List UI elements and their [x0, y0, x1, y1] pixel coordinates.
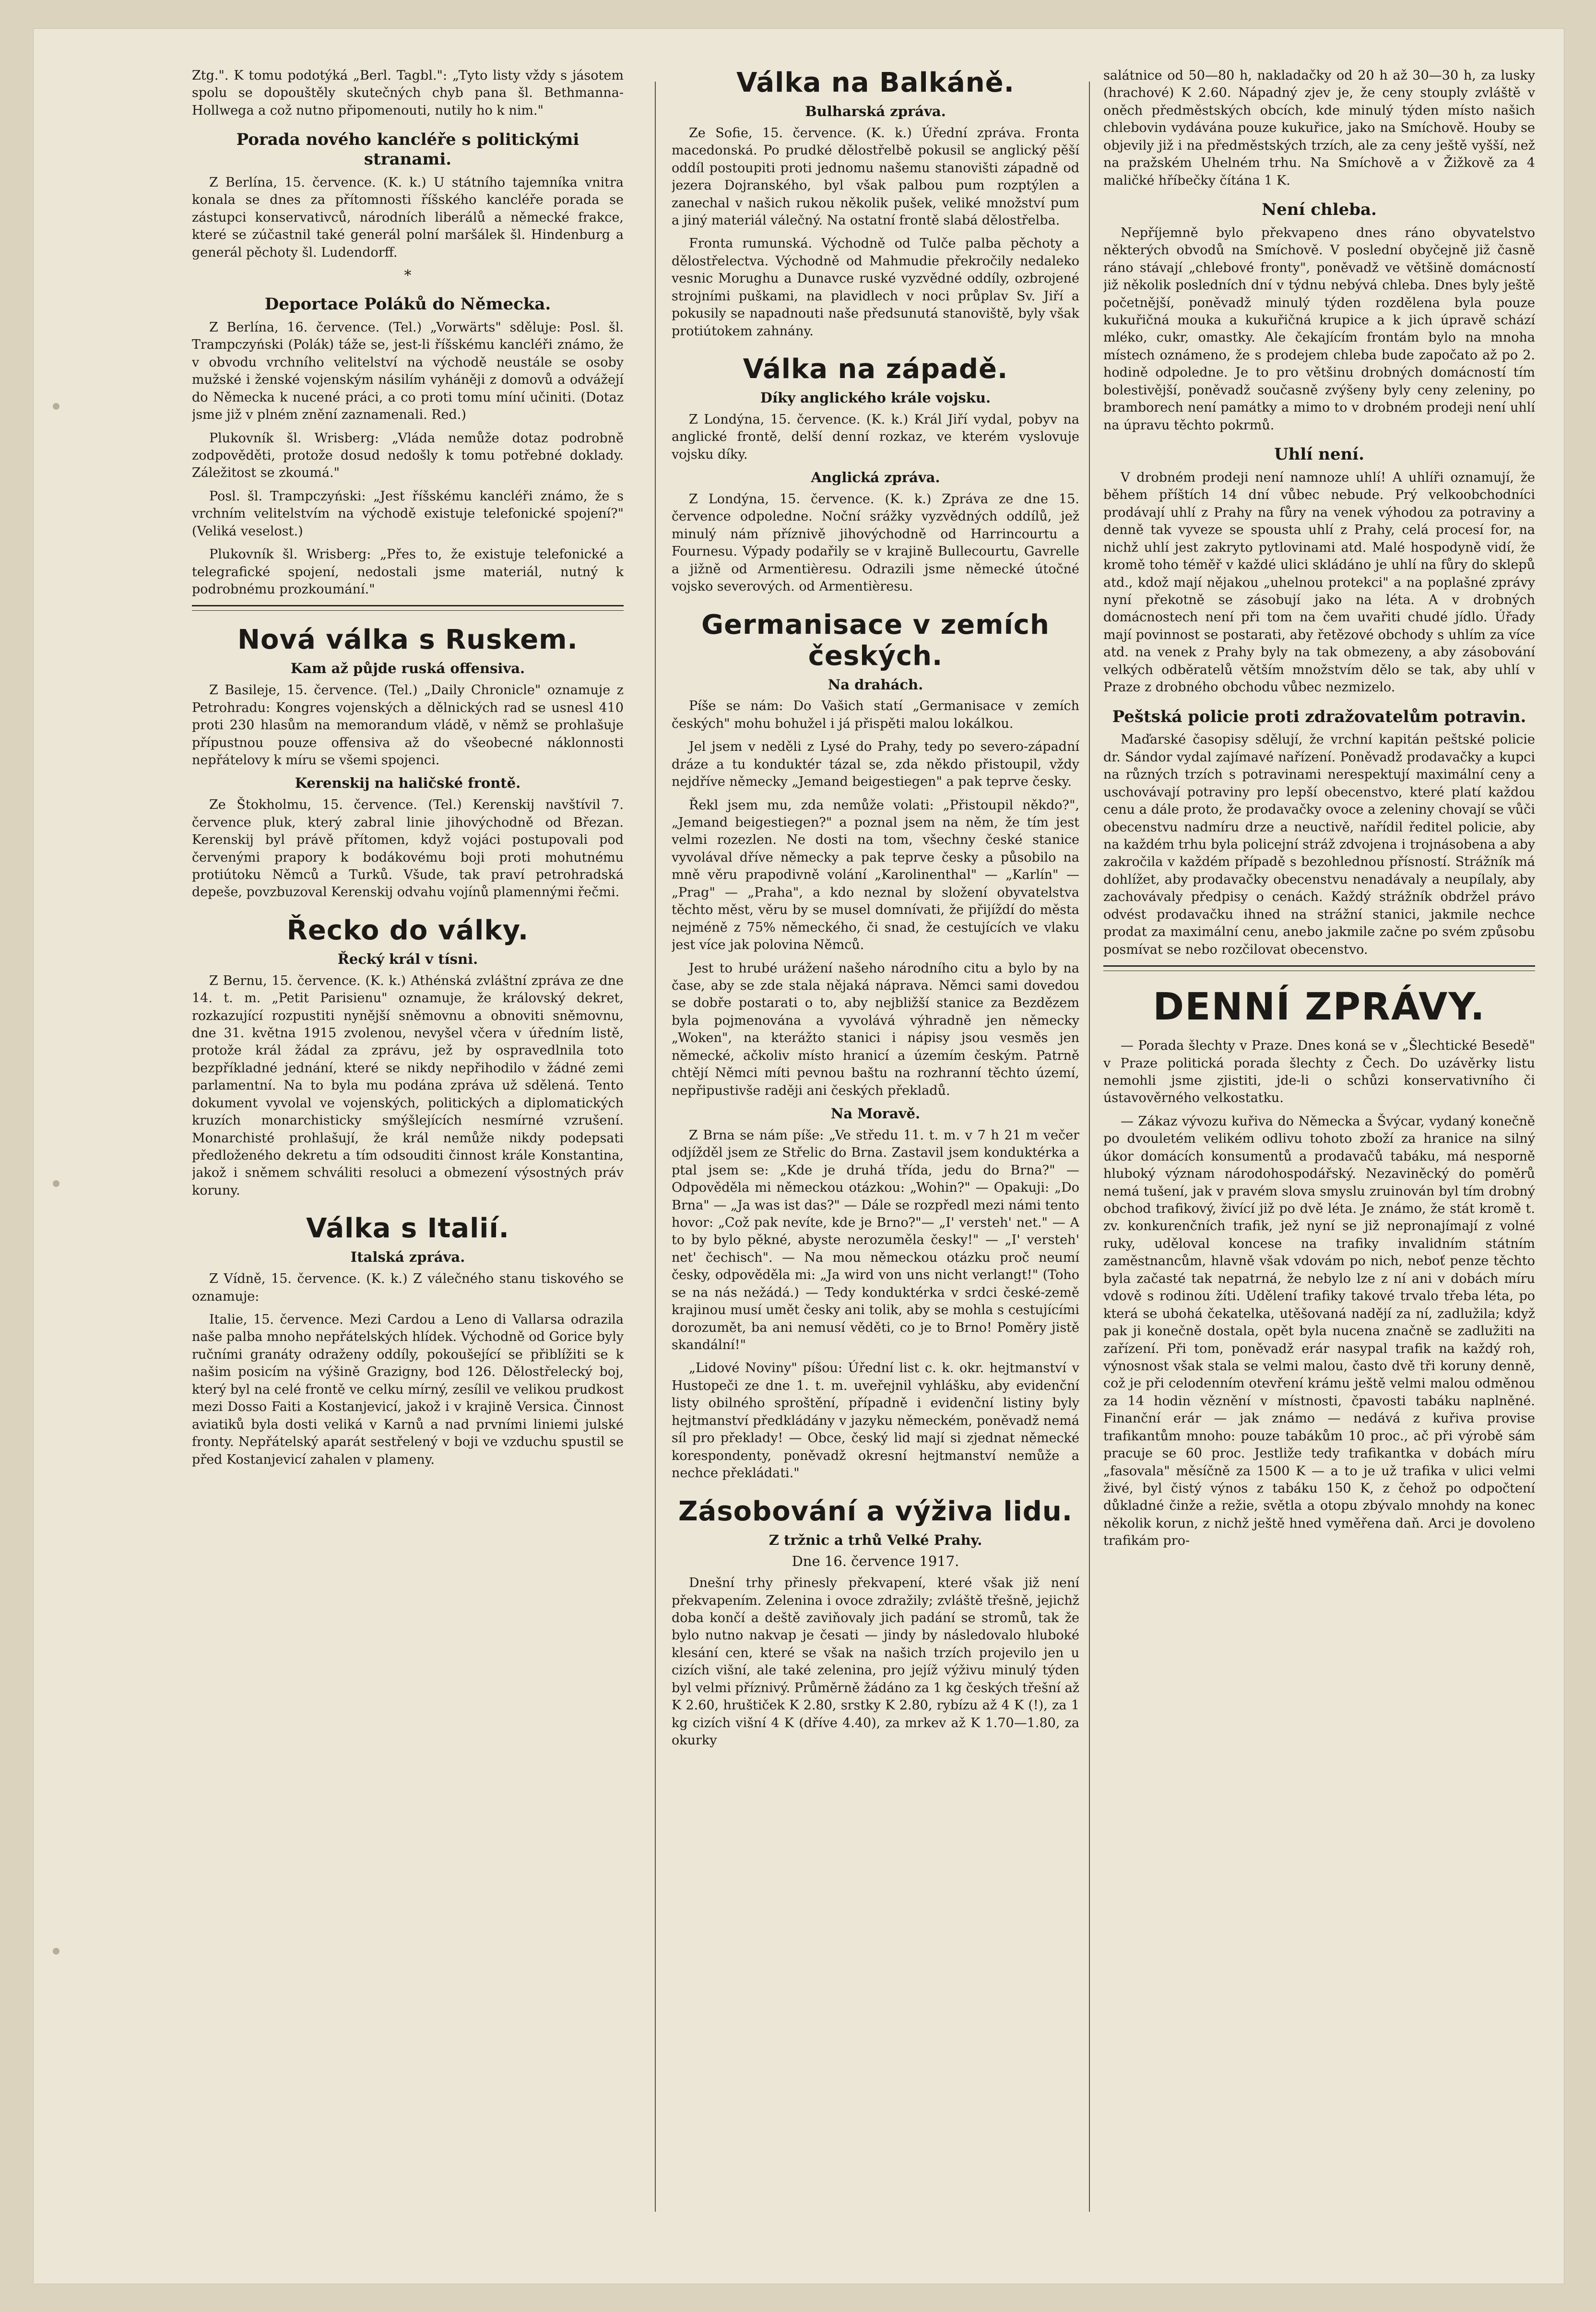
article-paragraph: — Zákaz vývozu kuřiva do Německa a Švýcar, vydaný konečně po dvouletém velikém odlivu tohoto zboží za hranice na silný úkor domácích konsumentů a prodavačů tabáku, má nesporně hluboký význam národohospodářský. Nezaviněcký do poměrů nemá tušení, jak v pravém slova smyslu zruinován byl tím drobný obchod trafikový, živící již po dvě léta. Je známo, že stát kromě t. zv. konkurenčních trafik, jež nyní se již nepronajímají z volné ruky, uděloval koncese na trafiky invalidním státním zaměstnancům, hlavně však vdovám po nich, neboť penze těchto byla začasté tak nepatrná, že nebylo lze z ní ani v dobách míru vdově s rodinou žíti. Udělení trafiky takové trvalo třeba léta, po která se ubohá čekatelka, utěšovaná nadějí za ní, zadlužila; když pak ji konečně dostala, opět byla nucena značně se zadlužiti na zařízení. Při tom, poněvadž erár nasypal trafik na každý roh, výnosnost však stala se velmi malou, často dvě tři koruny denně, což je při celodenním otevření krámu ještě velmi malou odměnou za 14 hodin věznění v místnosti, čpavosti tabáku naplněné. Finanční erár — jak známo — nedává z kuřiva provise trafikantům mnoho: pouze tabákům 10 proc., ač při výrobě sám pracuje se 60 proc. Jestliže tedy trafikantka v dobách míru „fasovala" měsíčně za 1500 K — a to je už trafika v ulici velmi živé, byl čistý výnos z tabáku 150 K, z čehož po odpočtení důkladné činže a režie, světla a otopu zbývalo mnohdy na konec několik korun, z nichž ještě hned vyměřena daň. Arci je dovoleno trafikám pro-: [1103, 1114, 1535, 1549]
section-separator: [1103, 965, 1535, 971]
heading-germanisace: Germanisace v zemích českých.: [701, 609, 1050, 672]
column-1: [192, 67, 624, 2212]
subheading-kerenskij: Kerenskij na haličské frontě.: [295, 775, 521, 792]
subheading-trznice: Z tržnic a trhů Velké Prahy.: [768, 1531, 982, 1548]
binding-hole-mark: [53, 1948, 59, 1955]
subheading-bulharska-zprava: Bulharská zpráva.: [805, 103, 946, 119]
article-date: Dne 16. července 1917.: [792, 1553, 959, 1570]
article-paragraph: Maďarské časopisy sdělují, že vrchní kapitán peštské policie dr. Sándor vydal zajímavé nařízení. Poněvadž prodavačky a kupci na různých trzích s potravinami nerespektují maximální ceny a uschovávají potraviny pro lepší obecenstvo, které platí každou cenu a dále proto, že prodavačky ovoce a zeleniny chovají se vůči obecenstvu nadmíru drze a neuctivě, nařídil ředitel policie, aby na každém trhu byla policejní stráž zdvojena i trojnásobena a aby zakročila v každém případě s bezohlednou přísností. Strážník má dohlížet, aby prodavačky obecenstvu nenadávaly a neupílaly, aby zachovávaly předpisy o cenách. Každý strážník obdržel právo odvést prodavačku ihned na strážní stanici, jakmile nechce prodat za maximální cenu, anebo jakmile začne po svém způsobu posmívat se nebo rozčilovat obecenstvo.: [1103, 732, 1535, 957]
article-paragraph: Z Londýna, 15. července. (K. k.) Král Jiří vydal, pobyv na anglické frontě, delší denní rozkaz, ve kterém vyslovuje vojsku díky.: [672, 412, 1079, 462]
article-paragraph: Z Bernu, 15. července. (K. k.) Athénská zvláštní zpráva ze dne 14. t. m. „Petit Parisienu" oznamuje, že královský dekret, rozkazující rozpustiti nynější sněmovnu a obnoviti sněmovnu, dne 31. května 1915 zvolenou, nevyšel včera v úředním listě, protože král žádal za zprávu, jež by ospravedlnila toto bezpříkladné jednání, které se nikdy nepřihodilo v žádné zemi parlamentní. Na to byla mu podána zpráva už sdělená. Tento dokument vyvolal ve vojenských, politických a diplomatických kruzích monarchisticky smýšlejících nesmírné vzrušení. Monarchisté prohlašují, že král nemůže nikdy podepsati předloženého dekretu a tím odsouditi činnost krále Konstantina, jakož i sněmem schváliti resoluci a obmezení výsostných práv koruny.: [192, 973, 624, 1198]
binding-hole-mark: [53, 403, 59, 410]
heading-zapad: Válka na západě.: [743, 354, 1008, 385]
subheading-offensiva: Kam až půjde ruská offensiva.: [290, 660, 525, 677]
heading-recko: Řecko do války.: [286, 914, 529, 946]
subheading-anglicka-zprava: Anglická zpráva.: [811, 469, 940, 486]
subheading-diky: Díky anglického krále vojsku.: [760, 390, 991, 406]
heading-denni-zpravy: DENNÍ ZPRÁVY.: [1153, 985, 1486, 1029]
subheading-recky-kral: Řecký král v tísni.: [337, 950, 478, 967]
article-paragraph: Píše se nám: Do Vašich statí „Germanisace v zemích českých" mohu bohužel i já přispěti malou lokálkou.: [672, 699, 1079, 731]
article-paragraph: Řekl jsem mu, zda nemůže volati: „Přistoupil někdo?", „Jemand beigestiegen?" a poznal jsem na něm, že tím jest velmi rozezlen. Ne dosti na tom, všechny české stanice vyvolával dříve německy a pak teprve česky a působilo na mně věru prapodivně volání „Karolinenthal" — „Karlín" — „Prag" — „Praha", a kdo neznal by složení obyvatelstva těchto měst, věru by se musel domnívati, že přijíždí do města nejméně z 75% německého, či snad, že cestujících ve vlaku jest více jak polovina Němců.: [672, 797, 1079, 953]
heading-pestska-policie: Peštská policie proti zdražovatelům potravin.: [1112, 707, 1526, 726]
binding-hole-mark: [53, 1180, 59, 1187]
column-rule: [655, 82, 656, 2212]
subheading-na-drahach: Na drahách.: [828, 676, 923, 693]
article-paragraph: Ze Sofie, 15. července. (K. k.) Úřední zpráva. Fronta macedonská. Po prudké dělostřelbě pokusil se anglický pěší oddíl postoupiti proti jednomu našemu stanovišti západně od jezera Dojranského, byl však palbou pum rozptýlen a zanechal v našich rukou několik pušek, veliké množství pum a jiný materiál válečný. Na ostatní frontě slabá dělostřelba.: [672, 125, 1079, 228]
heading-uhli-neni: Uhlí není.: [1274, 445, 1364, 464]
column-rule: [1089, 82, 1090, 2212]
article-paragraph: Z Berlína, 15. července. (K. k.) U státního tajemníka vnitra konala se dnes za přítomnosti říšského kancléře porada se zástupci konservativců, národních liberálů a německé frakce, které se zúčastnil také generál polní maršálek šl. Hindenburg a generál pěchoty šl. Ludendorff.: [192, 175, 624, 260]
heading-porada: Porada nového kancléře s politickými stranami.: [236, 130, 579, 169]
article-paragraph: Jest to hrubé urážení našeho národního citu a bylo by na čase, aby se zde stala nějaká náprava. Němci sami dovedou se dobře postarati o to, aby nejbližší stanice za Bezdězem byla pojmenována a vyvolává výhradně jen německy „Woken", na kterážto stanici i nápisy jsou vesměs jen německé, ačkoliv místo hranicí a územím českým. Patrně chtějí Němci míti pevnou baštu na rozhranní těchto území, nepřipustivše raději ani českých překladů.: [672, 960, 1079, 1098]
section-star: *: [404, 267, 412, 285]
heading-zasobovani: Zásobování a výživa lidu.: [678, 1495, 1073, 1527]
heading-rusko: Nová válka s Ruskem.: [237, 624, 578, 656]
article-paragraph: Posl. šl. Trampczyński: „Jest říšskému kancléři známo, že s vrchním velitelstvím na východě existuje telefonické spojení?" (Veliká veselost.): [192, 488, 624, 539]
article-paragraph: Dnešní trhy přinesly překvapení, které však již není překvapením. Zelenina i ovoce zdražily; zvláště třešně, jejichž doba končí a deště zaviňovaly jich padání se stromů, tak že bylo nutno nakvap je česati — jindy by následovalo hluboké klesání cen, které se však na našich trzích projevilo jen u cizích višní, ale také zelenina, pro jejíž výživu minulý týden byl velmi příznivý. Průměrně žádáno za 1 kg českých třešní až K 2.60, hruštiček K 2.80, srstky K 2.80, rybízu až 4 K (!), za 1 kg cizích višní 4 K (dříve 4.40), za mrkev až K 1.70—1.80, za okurky: [672, 1576, 1079, 1748]
newspaper-page: [34, 29, 1564, 2284]
article-paragraph: Nepříjemně bylo překvapeno dnes ráno obyvatelstvo některých obvodů na Smíchově. V poslední obyčejně již časně ráno stávají „chlebové fronty", poněvadž ve většině domácností již několik posledních dní v týdnu nebývá chleba. Dnes byly ještě početnější, poněvadž minulý týden rozdělena byla pouze kukuřičná mouka a kukuřičná krupice a k jich úpravě schází mléko, cukr, omastky. Ale čekajícím frontám bylo na mnoha místech oznámeno, že s prodejem chleba bude započato až po 2. hodině odpoledne. Je to pro většinu drobných domácností tím bolestivější, poněvadž současně zvýšeny byly ceny zeleniny, po bramborech není památky a mimo to v drobném prodeji není uhlí na úpravu těchto pokrmů.: [1103, 225, 1535, 433]
article-paragraph: Plukovník šl. Wrisberg: „Přes to, že existuje telefonické a telegrafické spojení, nedostali jsme materiál, nutný k podrobnému prozkoumání.": [192, 547, 624, 597]
article-paragraph: „Lidové Noviny" píšou: Úřední list c. k. okr. hejtmanství v Hustopeči ze dne 1. t. m. uveřejnil vyhlášku, aby evidenční listy obilného sproštění, případně i evidenční listiny byly hejtmanství předkládány v jazyku německém, poněvadž nemá síl pro překlady! — Obce, český lid mají si zjednat německé korespondenty, poněvadž okresní hejtmanství nemůže a nechce překládati.": [672, 1361, 1079, 1481]
subheading-italska-zprava: Italská zpráva.: [350, 1249, 465, 1266]
column-3: [1103, 67, 1535, 2212]
article-paragraph: — Porada šlechty v Praze. Dnes koná se v „Šlechtické Besedě" v Praze politická porada šlechty z Čech. Do uzávěrky listu nemohli jsme zjistiti, jde-li o schůzi konservativního či ústavověrného velkostatku.: [1103, 1038, 1535, 1106]
article-paragraph: V drobném prodeji není namnoze uhlí! A uhlíři oznamují, že během příštích 14 dní vůbec nebude. Prý velkoobchodníci prodávají uhlí z Prahy na fůry na venek výhodou za potraviny a denně tak vyveze se spousta uhlí z Prahy, celá procesí for, na nichž uhlí jest zakryto pytlovinami atd. Malé hospodyně vidí, že kromě toho téměř v každé ulici skládáno je uhlí na fůry do sklepů atd., kdož mají nějakou „uhelnou protekci" a na poplašné zprávy nyní překotně se zásobují jako na léta. A v drobných domácnostech není při tom na čem uvařiti chudé jídlo. Úřady mají povinnost se postarati, aby řetězové obchody s uhlím za více atd. na venek z Prahy byly na tak obmezeny, a aby zásobování velkých odběratelů větším množstvím dělo se tak, aby uhlí v Praze z drobného obchodu vůbec nezmizelo.: [1103, 470, 1535, 695]
article-paragraph: Italie, 15. července. Mezi Cardou a Leno di Vallarsa odrazila naše palba mnoho nepřátelských hlídek. Východně od Gorice byly ručními granáty odraženy oddíly, pokoušející se přiblížiti se k našim posicím na výšině Grazigny, bod 126. Dělostřelecký boj, který byl na celé frontě ve celku mírný, zesílil ve velikou prudkost mezi Dosso Faiti a Kostanjevicí, jakož i v krajině Versica. Činnost aviatiků byla dosti veliká v Karnů a nad prvními liniemi julské fronty. Nepřátelský aparát sestřelený v boji ve vzduchu spustil se před Kostanjevicí zahalen v plameny.: [192, 1312, 624, 1467]
article-paragraph: Z Londýna, 15. července. (K. k.) Zpráva ze dne 15. července odpoledne. Noční srážky vyzvědných oddílů, jež minulý nám příznivě jihovýchodně od Harrincourtu a Fournesu. Výpady podařily se v krajině Bullecourtu, Gavrelle a jižně od Armentièresu. Odrazili jsme německé útočné vojsko severových. od Armentièresu.: [672, 491, 1079, 594]
column-2: [672, 67, 1079, 2212]
article-paragraph: Z Brna se nám píše: „Ve středu 11. t. m. v 7 h 21 m večer odjížděl jsem ze Střelic do Brna. Zastavil jsem konduktérka a ptal jsem se: „Kde je druhá třída, jedu do Brna?" — Odpověděla mi německou otázkou: „Wohin?" — Opakuji: „Do Brna" — „Ja was ist das?" — Dále se rozpředl mezi námi tento hovor: „Což pak nevíte, kde je Brno?"— „I' versteh' net." — A to by bylo pěkné, abyste nerozuměla česky!" — „I' versteh' net' čechisch". — Na mou německou otázku proč neumí česky, odpověděla mi: „Ja wird von uns nicht verlangt!" (Toho se na nás nežádá.) — Tedy konduktérka v srdci české-země krajinou musí umět česky ani tolik, aby se mohla s cestujícími dorozumět, ba ani nemusí věděti, co je to Brno! Poměry jistě skandální!": [672, 1127, 1079, 1353]
heading-neni-chleba: Není chleba.: [1262, 200, 1377, 220]
heading-balkan: Válka na Balkáně.: [736, 67, 1015, 98]
heading-italie: Válka s Italií.: [306, 1213, 509, 1245]
article-paragraph: Jel jsem v neděli z Lysé do Prahy, tedy po severo-západní dráze a tu konduktér tázal se, zda někdo přistoupil, vždy nejdříve německy „Jemand beigestiegen" a pak teprve česky.: [672, 739, 1079, 790]
section-separator: [192, 605, 624, 611]
article-paragraph: Plukovník šl. Wrisberg: „Vláda nemůže dotaz podrobně zodpověděti, protože dosud nedošly k tomu potřebné doklady. Záležitost se zkoumá.": [192, 430, 624, 481]
heading-deportace: Deportace Poláků do Německa.: [264, 295, 551, 314]
article-paragraph: Ze Štokholmu, 15. července. (Tel.) Kerenskij navštívil 7. července pluk, který zabral linie jihovýchodně od Březan. Kerenskij byl právě přítomen, když vojáci postupovali pod červenými prapory k bodákovému boji proti mohutnému protiútoku Němců a Turků. Všude, tak praví petrohradská depeše, povzbuzoval Kerenskij odvahu vojínů plamennými řečmi.: [192, 797, 624, 900]
article-paragraph: Z Vídně, 15. července. (K. k.) Z válečného stanu tiskového se oznamuje:: [192, 1271, 624, 1304]
article-paragraph: salátnice od 50—80 h, nakladačky od 20 h až 30—30 h, za lusky (hrachové) K 2.60. Nápadný zjev je, že ceny stouply zvláště v oněch předměstských obcích, kde minulý týden místo našich chlebovin vydávána pouze kukuřice, jako na Smíchově. Houby se objevily již i na předměstských trzích, ale za ceny ještě vyšší, než na pražském Uhelném trhu. Na Smíchově a v Žižkově za 4 maličké hříbečky čítána 1 K.: [1103, 68, 1535, 188]
intro-paragraph: Ztg.". K tomu podotýká „Berl. Tagbl.": „Tyto listy vždy s jásotem spolu se dopouštěly skutečných chyb pana šl. Bethmanna-Hollwega a což nutno připomenouti, nutily ho k nim.": [192, 68, 624, 118]
article-paragraph: Z Berlína, 16. července. (Tel.) „Vorwärts" sděluje: Posl. šl. Trampczyński (Polák) táže se, jest-li říšskému kancléři známo, že v obvodu vrchního velitelství na východě neustále se osoby mužské i ženské vojenským násilím vyháněji z domovů a odvážejí do Německa k nucené práci, a co proti tomu míní učiniti. (Dotaz jsme již v plném znění zaznamenali. Red.): [192, 320, 624, 423]
article-paragraph: Z Basileje, 15. července. (Tel.) „Daily Chronicle" oznamuje z Petrohradu: Kongres vojenských a dělnických rad se usnesl 410 proti 230 hlasům na memorandum vládě, v němž se prohlašuje přípustnou pouze offensiva až do všeobecné náklonnosti nepřátelovy k míru se všemi spojenci.: [192, 683, 624, 768]
article-paragraph: Fronta rumunská. Východně od Tulče palba pěchoty a dělostřelectva. Východně od Mahmudie překročily nedaleko vesnic Morughu a Dunavce ruské vyzvědné oddíly, ozbrojené strojními puškami, na plavidlech v noci průplav Sv. Jiří a pokusily se napadnouti naše předsunutá stanoviště, byly však protiútokem zahnány.: [672, 236, 1079, 339]
subheading-na-morave: Na Moravě.: [830, 1105, 921, 1122]
